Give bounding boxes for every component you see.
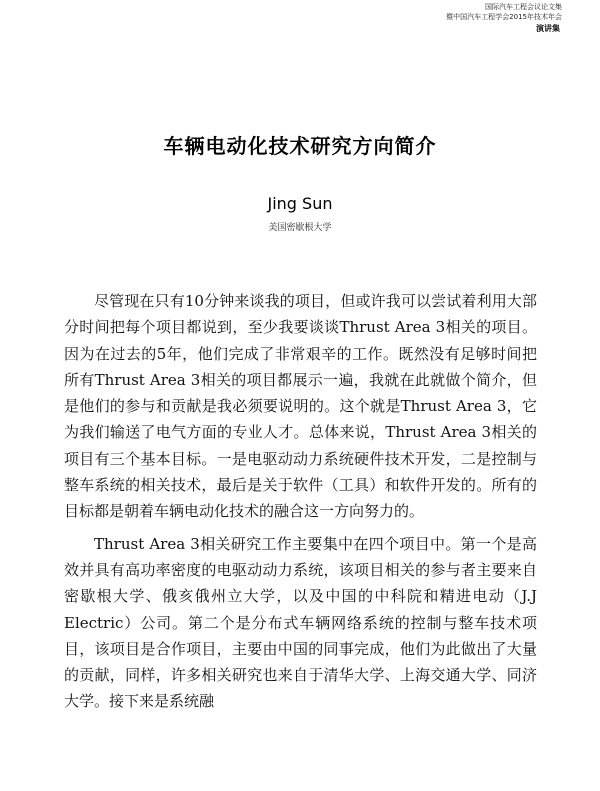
paper-title: 车辆电动化技术研究方向简介 [163,134,437,158]
body-text [64,288,537,721]
header-conference-line: 暨中国汽车工程学会2015年技术年会 [446,13,562,21]
paragraph-2: Thrust Area 3相关研究工作主要集中在四个项目中。第一个是高效并具有高功率密度的电驱动动力系统，该项目相关的参与者主要来自密歇根大学、俄亥俄州立大学，以及中国的中科院和精进电动（J.J Electric）公司。第二个是分布式车辆网络系统的控制与整车技术项目，该项目是合作项目，主要由中国的同事完成，他们为此做出了大量的贡献，同样，许多相关研究也来自于清华大学、上海交通大学、同济大学。接下来是系统融 [64,534,537,711]
paragraph-1: 尽管现在只有10分钟来谈我的项目，但或许我可以尝试着利用大部分时间把每个项目都说到，至少我要谈谈Thrust Area 3相关的项目。因为在过去的5年，他们完成了非常艰辛的工作。既然没有足够时间把所有Thrust Area 3相关的项目都展示一遍，我就在此就做个简介，但是他们的参与和贡献是我必须要说明的。这个就是Thrust Area 3，它为我们输送了电气方面的专业人才。总体来说，Thrust Area 3相关的项目有三个基本目标。一是电驱动动力系统硬件技术开发，二是控制与整车系统的相关技术，最后是关于软件（工具）和软件开发的。所有的目标都是朝着车辆电动化技术的融合这一方向努力的。 [64,292,537,521]
running-header [362,2,562,34]
author-name: Jing Sun [267,194,333,213]
header-proceedings-line: 国际汽车工程会议论文集 [485,3,562,11]
author-affiliation: 美国密歇根大学 [268,223,332,233]
header-section-label: 演讲集 [536,24,560,33]
